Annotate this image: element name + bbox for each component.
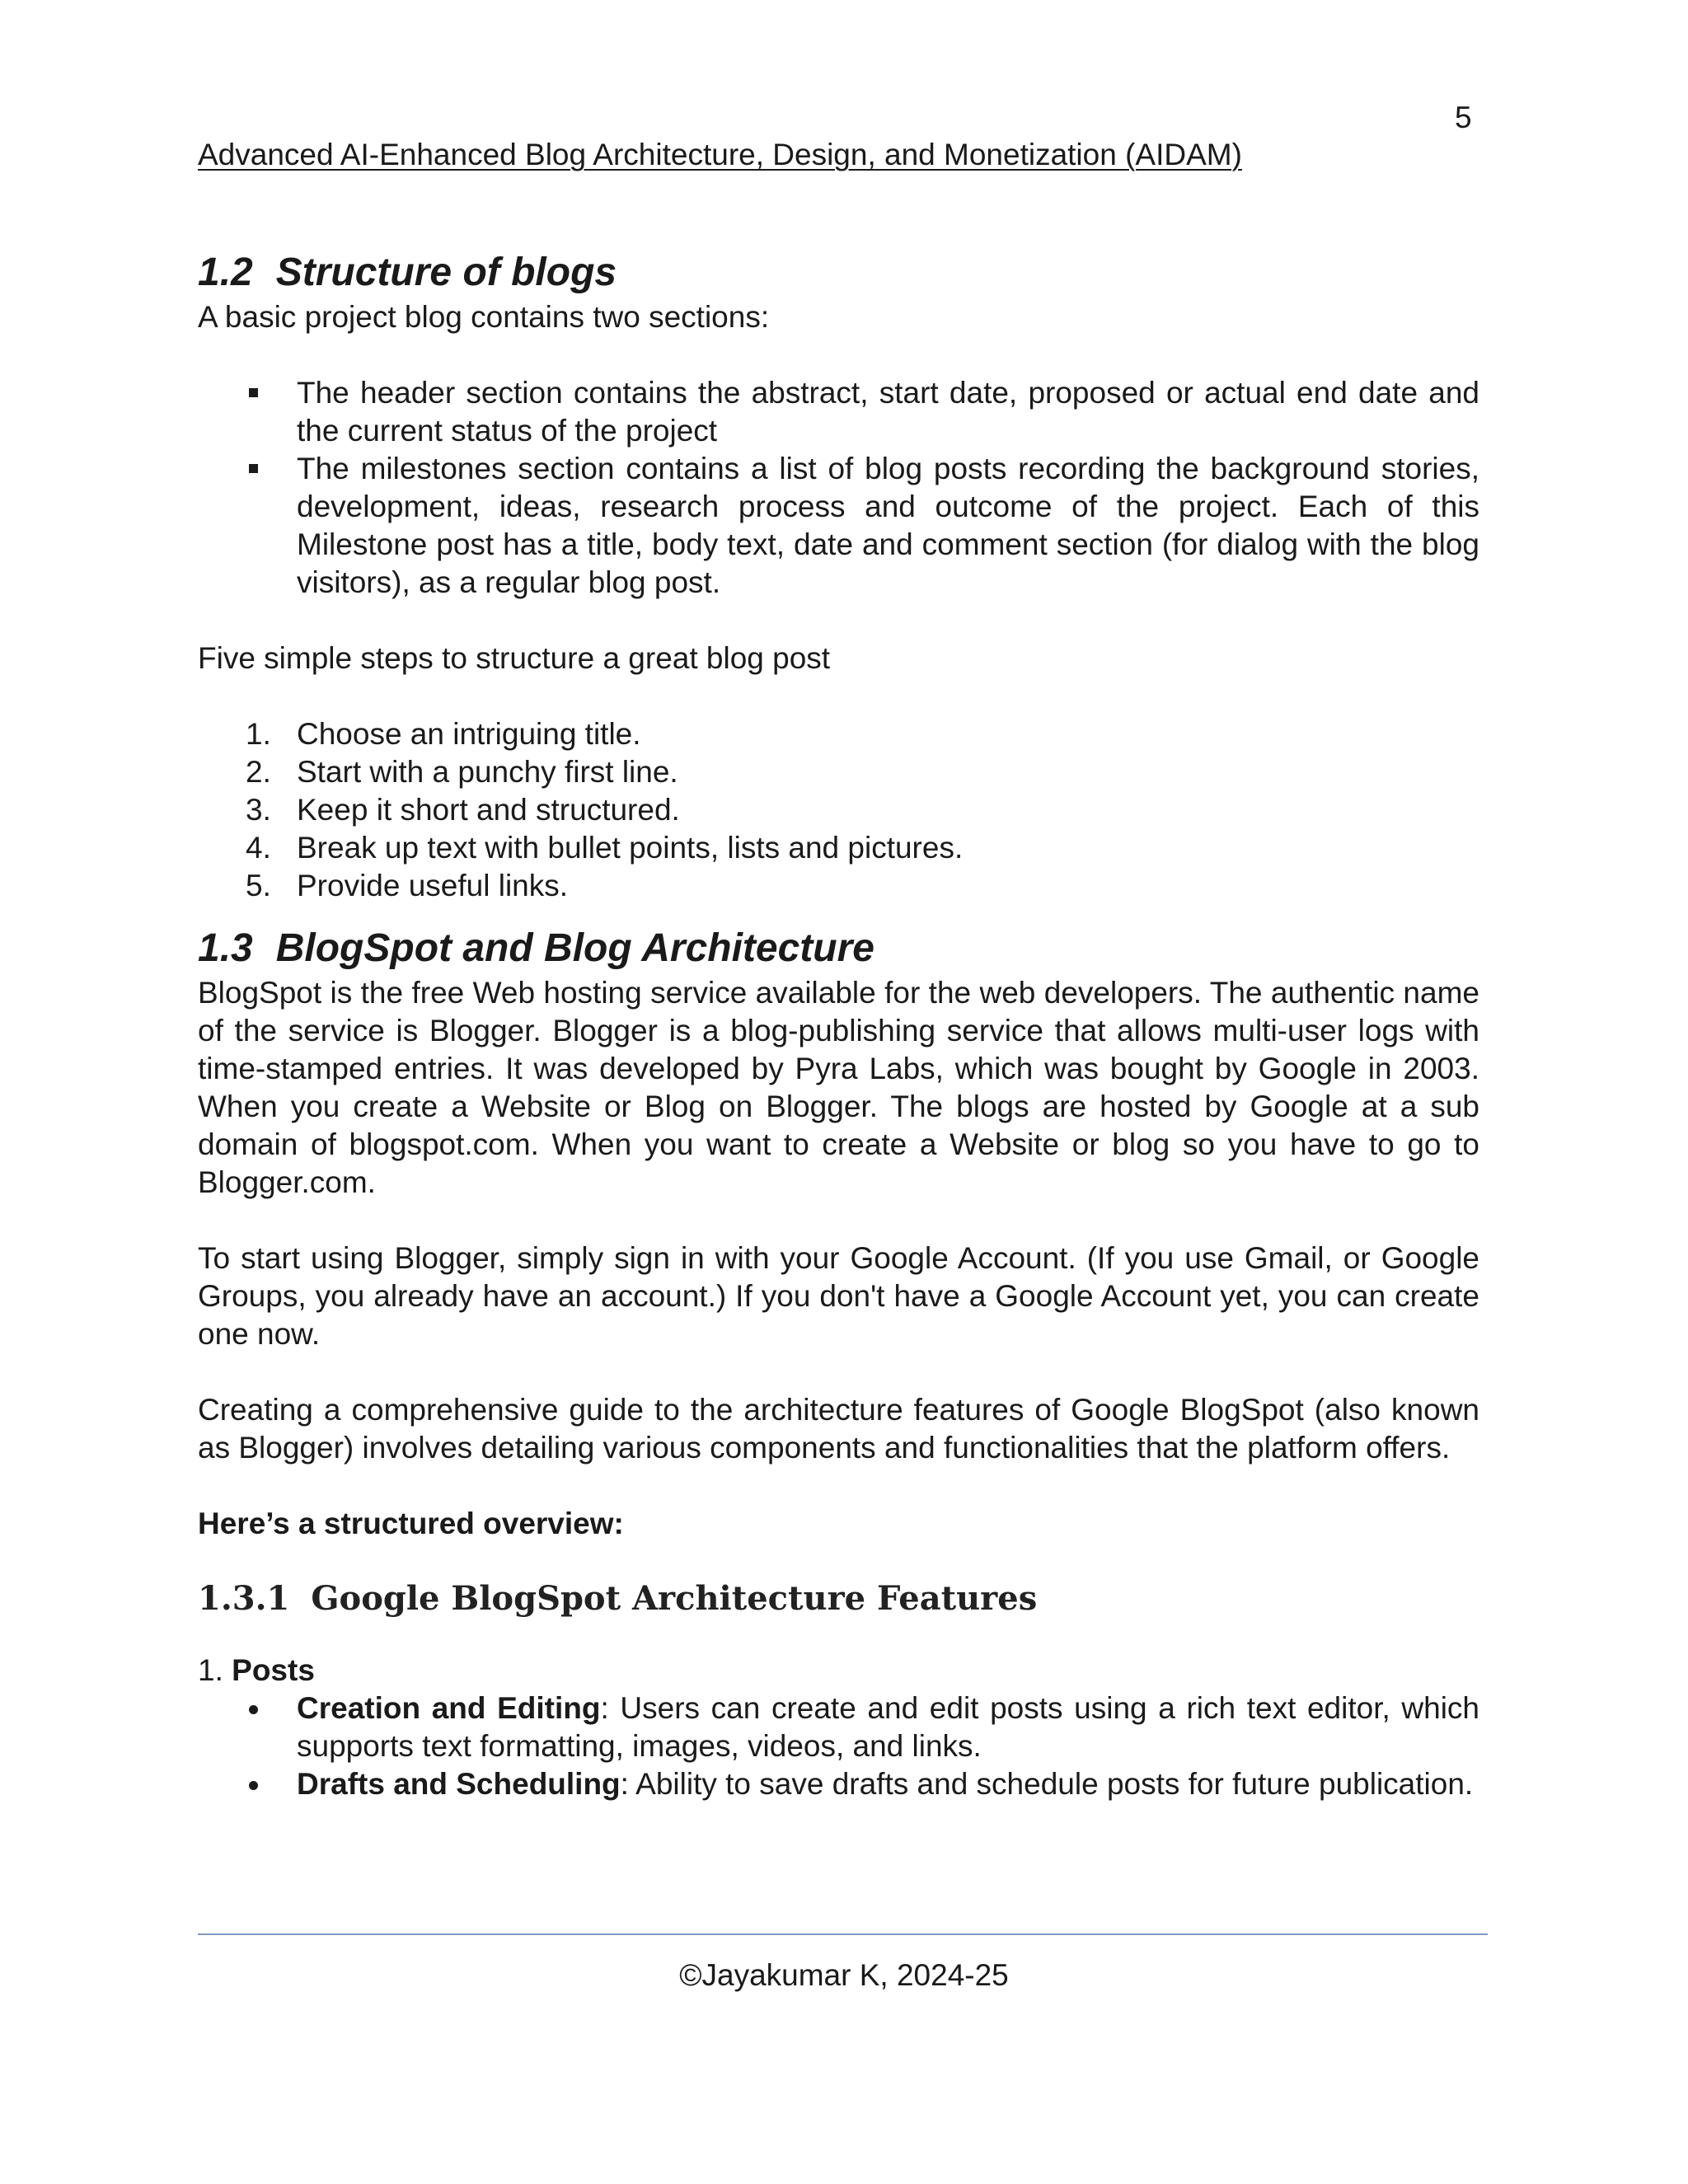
list-item: 5. Provide useful links. <box>198 867 1479 905</box>
spacer <box>198 1353 1479 1391</box>
page-number: 5 <box>1455 101 1472 134</box>
list-item: 4. Break up text with bullet points, lists and pictures. <box>198 829 1479 867</box>
square-bullet-icon <box>249 464 258 473</box>
spacer <box>198 336 1479 374</box>
list-item: 3. Keep it short and structured. <box>198 791 1479 829</box>
footer-divider <box>198 1933 1488 1935</box>
list-item: 2. Start with a punchy first line. <box>198 753 1479 791</box>
feature-bullet-list <box>198 1690 1479 1803</box>
step-number: 1. <box>246 717 271 751</box>
step-number: 5. <box>246 869 271 902</box>
subsection-title: Google BlogSpot Architecture Features <box>311 1579 1038 1618</box>
steps-list <box>198 715 1479 905</box>
step-number: 3. <box>246 793 271 827</box>
section-title: Structure of blogs <box>275 251 617 294</box>
section-number: 1.3 <box>198 926 253 970</box>
spacer <box>198 905 1479 923</box>
steps-intro: Five simple steps to structure a great blog post <box>198 641 831 675</box>
list-item: The milestones section contains a list of blog posts recording the background stories, development, ideas, research process and outcome of the project. Each of this Milestone post has a title, body text, date and comment section (for dialog with the blog visitors), as a regular blog post. <box>198 450 1479 602</box>
section-number: 1.2 <box>198 251 253 294</box>
section-heading-1-3 <box>198 923 1479 974</box>
step-number: 4. <box>246 831 271 865</box>
spacer <box>198 1543 1479 1576</box>
feature-item-heading: 1. Posts <box>198 1653 315 1687</box>
spacer <box>198 602 1479 640</box>
running-header: Advanced AI-Enhanced Blog Architecture, Design, and Monetization (AIDAM) <box>198 138 1242 171</box>
list-item: The header section contains the abstract, start date, proposed or actual end date and the current status of the project <box>198 374 1479 450</box>
overview-label: Here’s a structured overview: <box>198 1507 624 1540</box>
section-title: BlogSpot and Blog Architecture <box>275 926 874 970</box>
spacer <box>198 1622 1479 1652</box>
list-item: Drafts and Scheduling: Ability to save drafts and schedule posts for future publication. <box>198 1765 1479 1803</box>
paragraph: To start using Blogger, simply sign in with your Google Account. (If you use Gmail, or Google Groups, you already have an account.) If you don't have a Google Account yet, you can create one now. <box>198 1241 1479 1351</box>
subsection-number: 1.3.1 <box>198 1579 290 1618</box>
footer-copyright: ©Jayakumar K, 2024-25 <box>679 1958 1009 1992</box>
spacer <box>198 677 1479 715</box>
section-intro: A basic project blog contains two sections: <box>198 300 770 334</box>
list-item: Creation and Editing: Users can create and edit posts using a rich text editor, which supports text formatting, images, videos, and links. <box>198 1690 1479 1765</box>
spacer <box>198 1467 1479 1505</box>
paragraph: BlogSpot is the free Web hosting service available for the web developers. The authentic name of the service is Blogger. Blogger is a blog-publishing service that allows multi-user logs with time-stamped entries. It was developed by Pyra Labs, which was bought by Google in 2003. When you create a Website or Blog on Blogger. The blogs are hosted by Google at a sub domain of blogspot.com. When you want to create a Website or blog so you have to go to Blogger.com. <box>198 976 1479 1199</box>
blog-sections-list <box>198 374 1479 602</box>
dot-bullet-icon <box>249 1781 258 1790</box>
list-item: 1. Choose an intriguing title. <box>198 715 1479 753</box>
page-content <box>198 247 1479 1803</box>
paragraph: Creating a comprehensive guide to the architecture features of Google BlogSpot (also known as Blogger) involves detailing various components and functionalities that the platform offers. <box>198 1393 1479 1465</box>
step-number: 2. <box>246 755 271 789</box>
dot-bullet-icon <box>249 1705 258 1714</box>
subsection-heading-1-3-1 <box>198 1576 1479 1622</box>
square-bullet-icon <box>249 388 258 397</box>
spacer <box>198 1202 1479 1240</box>
section-heading-1-2 <box>198 247 1479 298</box>
